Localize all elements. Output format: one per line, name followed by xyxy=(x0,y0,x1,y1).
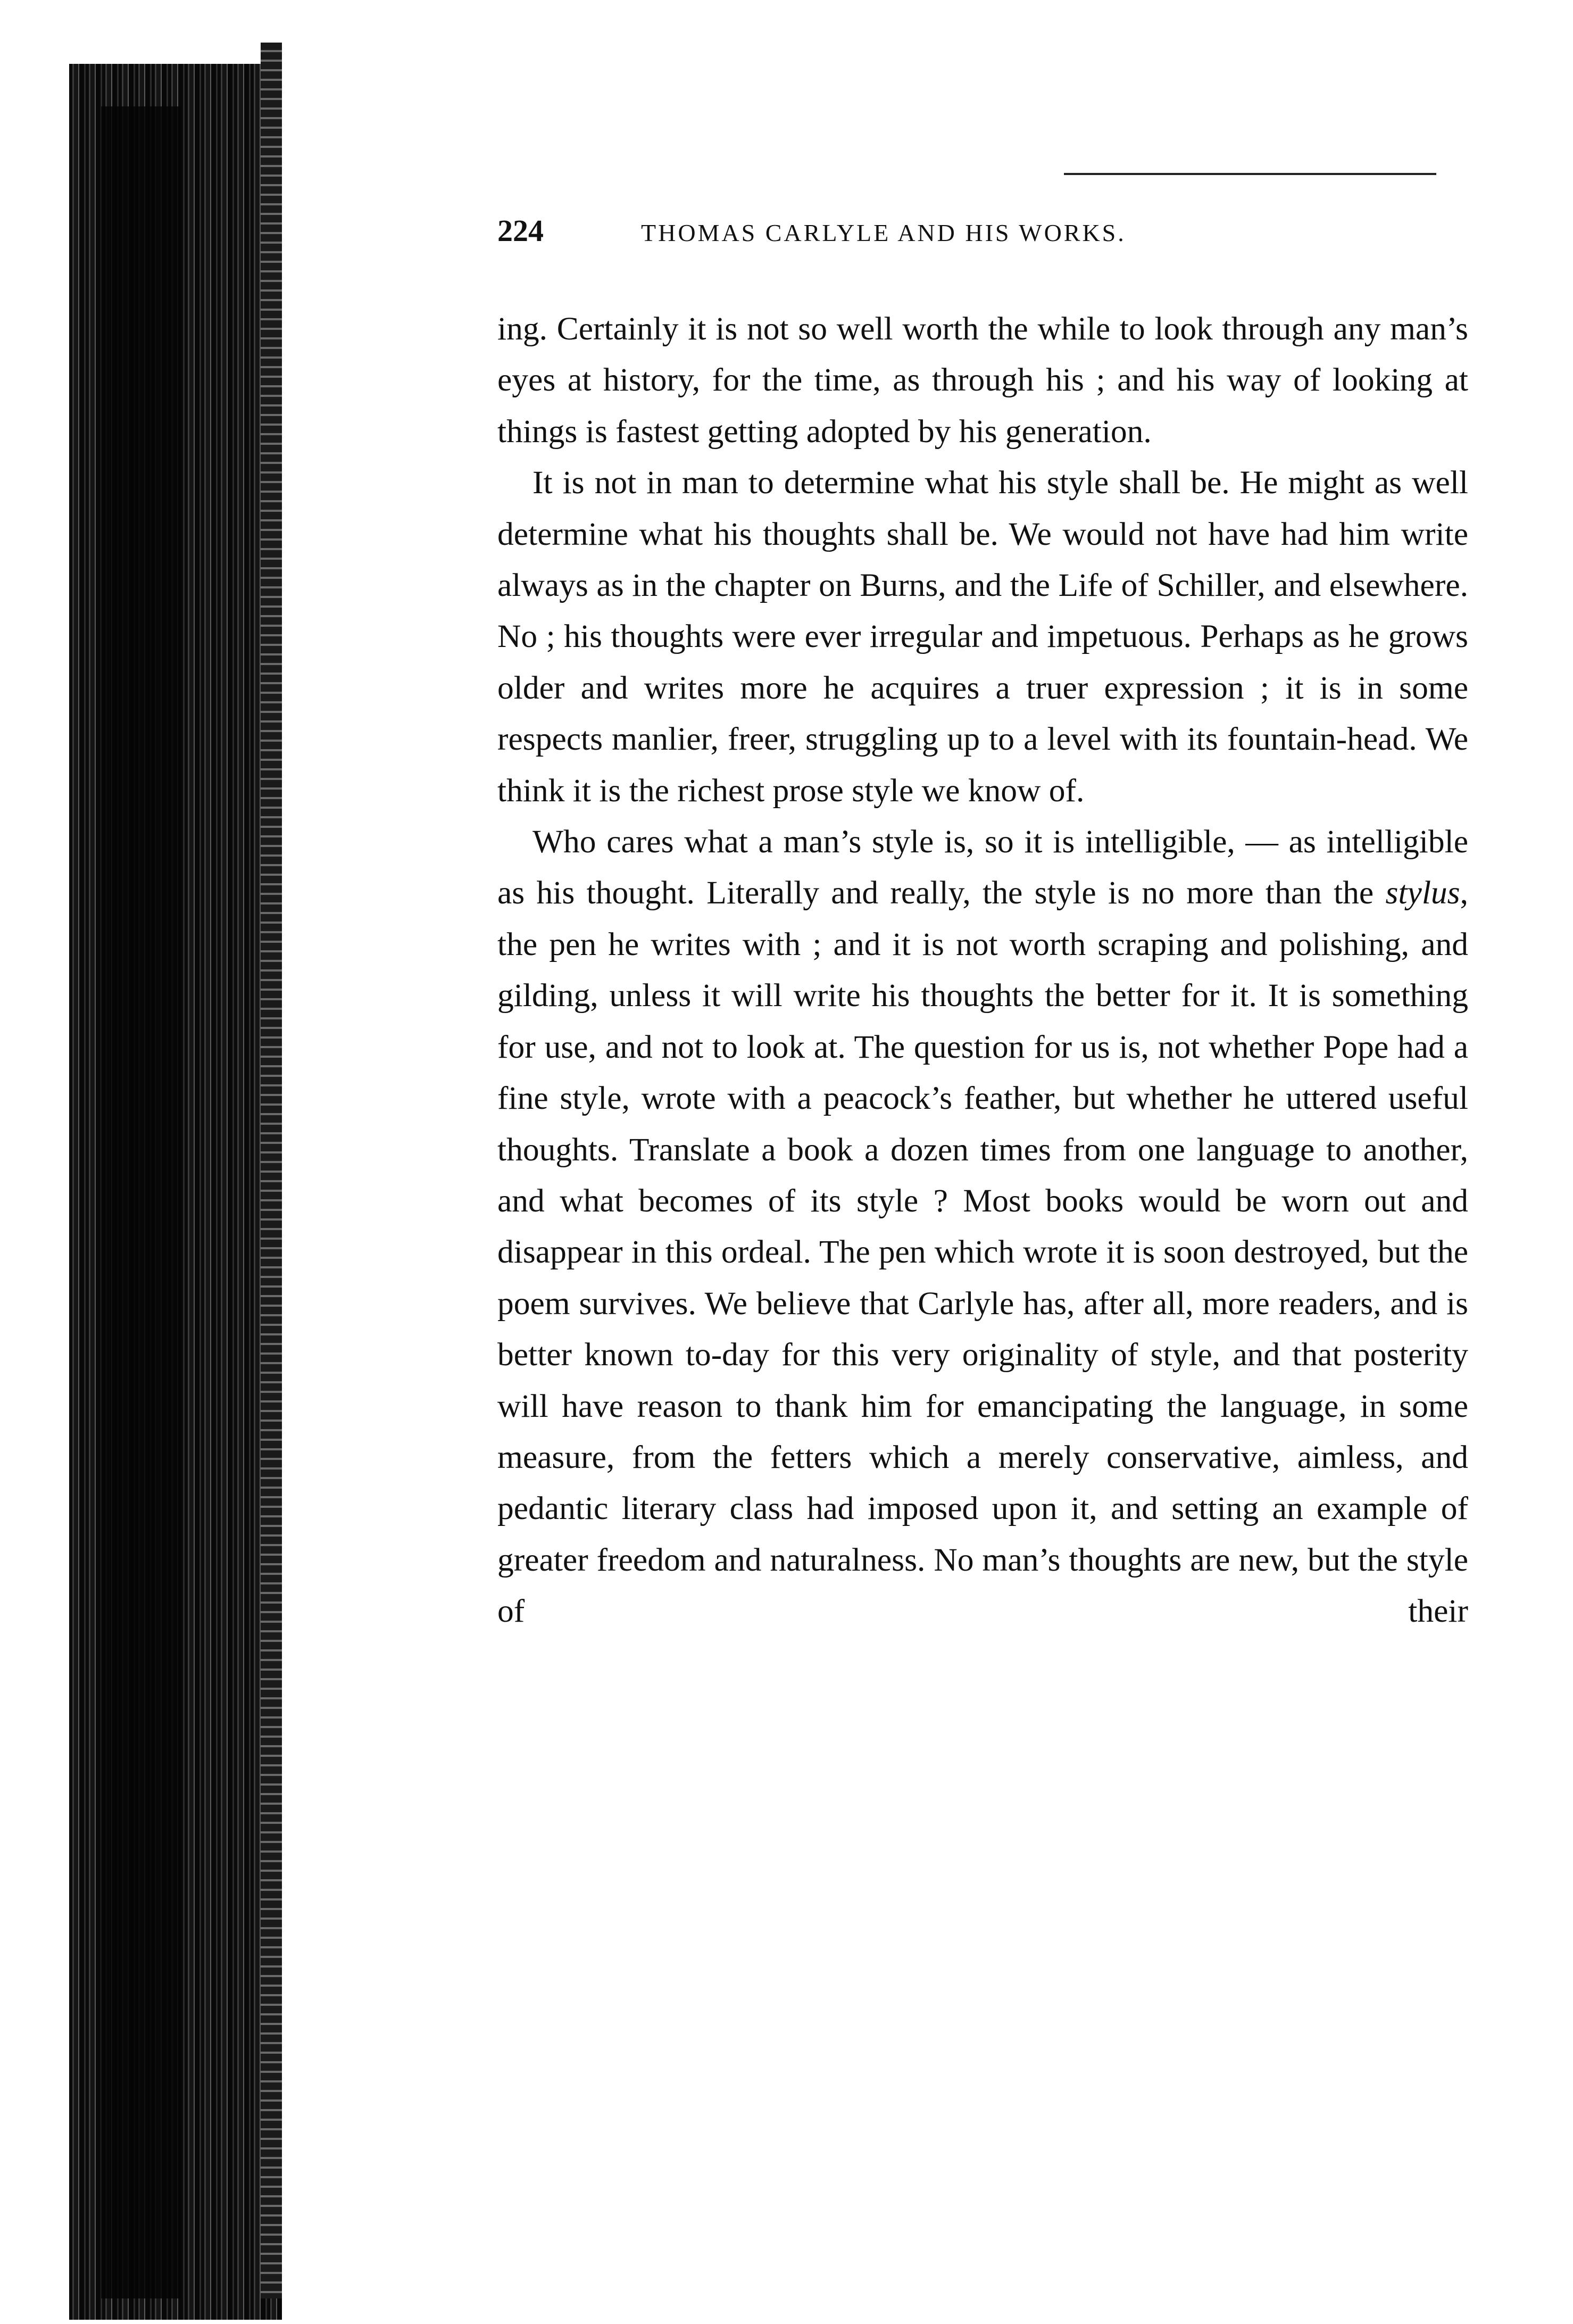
running-head xyxy=(497,213,1468,266)
scan-artifact-rule xyxy=(1064,173,1436,175)
page-number: 224 xyxy=(497,213,544,248)
paragraph-3 xyxy=(497,816,1468,1637)
running-title: THOMAS CARLYLE AND HIS WORKS. xyxy=(641,219,1126,246)
paragraph-2: It is not in man to determine what his style shall be. He might as well determine what his thoughts shall be. We would not have had him write always as in the chapter on Burns, and the Life of Schiller, and elsewhere. No ; his thoughts were ever irregular and impetuous. Perhaps as he grows older and writes more he acquires a truer expression ; it is in some respects manlier, freer, struggling up to a level with its fountain-head. We think it is the richest prose style we know of. xyxy=(497,464,1468,809)
italic-stylus: stylus xyxy=(1385,875,1460,911)
paragraph-3-text-a: Who cares what a man’s style is, so it is intelligible, — as intelligible as his thought. Literally and really, the style is no more than the xyxy=(497,824,1468,911)
paragraph-3-text-b: , the pen he writes with ; and it is not worth scraping and polishing, and gilding, unless it will write his thoughts the better for it. It is something for use, and not to look at. The question for us is, not whether Pope had a fine style, wrote with a peacock’s feather, but whether he uttered useful thoughts. Translate a book a dozen times from one language to another, and what becomes of its style ? Most books would be worn out and disappear in this ordeal. The pen which wrote it is soon destroyed, but the poem survives. We believe that Carlyle has, after all, more readers, and is better known to-day for this very originality of style, and that posterity will have reason to thank him for emancipating the language, in some measure, from the fetters which a merely conservative, aimless, and pedantic literary class had imposed upon it, and setting an example of greater freedom and naturalness. No man’s thoughts are new, but the style of their xyxy=(497,875,1468,1630)
paragraph-1: ing. Certainly it is not so well worth the while to look through any man’s eyes at history, for the time, as through his ; and his way of looking at things is fastest getting adopted by his generation. xyxy=(497,311,1468,450)
book-binding-edge xyxy=(69,64,282,2320)
body-text xyxy=(497,303,1468,1637)
book-page xyxy=(497,213,1468,1637)
